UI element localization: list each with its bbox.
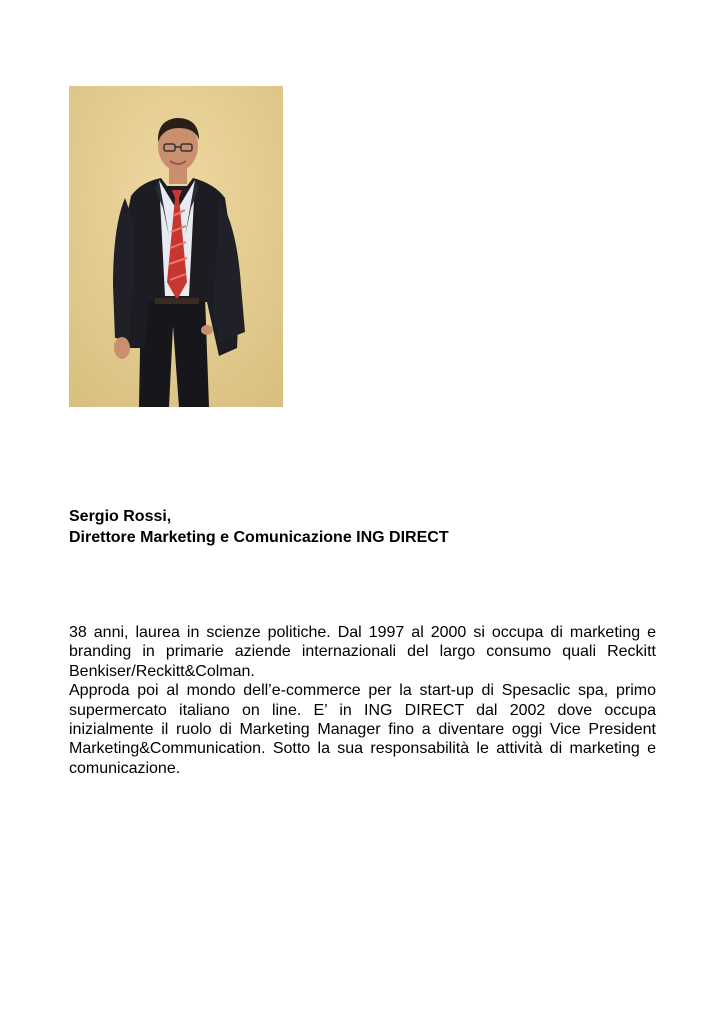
person-name: Sergio Rossi, (69, 508, 172, 525)
portrait-photo (69, 86, 283, 407)
biography (69, 623, 656, 778)
bio-paragraph-1: 38 anni, laurea in scienze politiche. Dal 1997 al 2000 si occupa di marketing e branding in primarie aziende internazionali del largo consumo quali Reckitt Benkiser/Reckitt&Colman. (69, 624, 656, 680)
portrait-illustration (69, 86, 283, 407)
person-role: Direttore Marketing e Comunicazione ING DIRECT (69, 529, 449, 546)
person-heading (69, 506, 669, 548)
bio-paragraph-2: Approda poi al mondo dell’e-commerce per la start-up di Spesaclic spa, primo supermercato italiano on line. E’ in ING DIRECT dal 2002 dove occupa inizialmente il ruolo di Marketing Manager fino a diventare oggi Vice President Marketing&Communication. Sotto la sua responsabilità le attività di marketing e comunicazione. (69, 682, 656, 777)
